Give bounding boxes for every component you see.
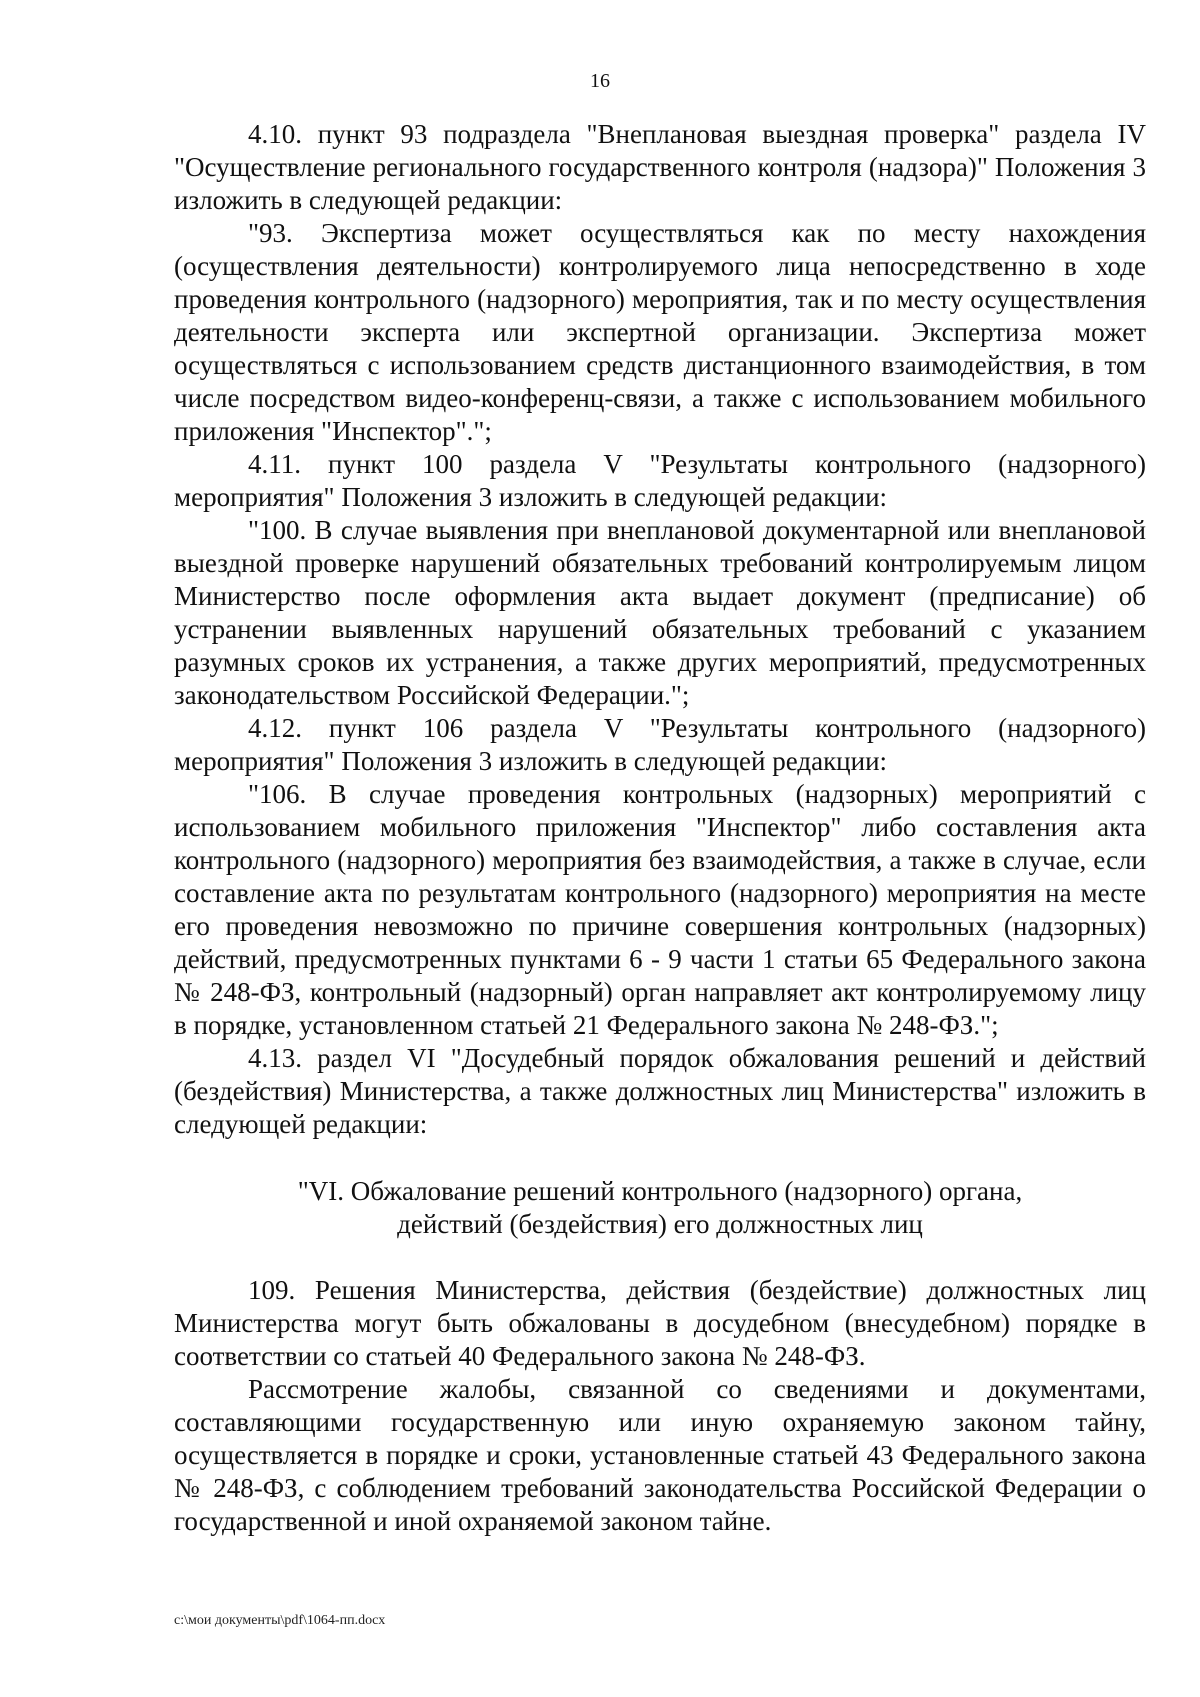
section-heading-line-2: действий (бездействия) его должностных лиц [397,1209,923,1239]
paragraph-4-13: 4.13. раздел VI "Досудебный порядок обжалования решений и действий (бездействия) Министерства, а также должностных лиц Министерства" изложить в следующей редакции: [174,1043,1146,1139]
document-body [174,118,1146,1538]
paragraph-100: "100. В случае выявления при внеплановой документарной или внеплановой выездной проверке нарушений обязательных требований контролируемым лицом Министерство после оформления акта выдает документ (предписание) об устранении выявленных нарушений обязательных требований с указанием разумных сроков их устранения, а также других мероприятий, предусмотренных законодательством Российской Федерации."; [174,515,1146,710]
paragraph-109: 109. Решения Министерства, действия (бездействие) должностных лиц Министерства могут быть обжалованы в досудебном (внесудебном) порядке в соответствии со статьей 40 Федерального закона № 248-ФЗ. [174,1275,1146,1371]
paragraph-4-12: 4.12. пункт 106 раздела V "Результаты контрольного (надзорного) мероприятия" Положения 3 изложить в следующей редакции: [174,713,1146,776]
paragraph-106: "106. В случае проведения контрольных (надзорных) мероприятий с использованием мобильного приложения "Инспектор" либо составления акта контрольного (надзорного) мероприятия без взаимодействия, а также в случае, если составление акта по результатам контрольного (надзорного) мероприятия на месте его проведения невозможно по причине совершения контрольных (надзорных) действий, предусмотренных пунктами 6 - 9 части 1 статьи 65 Федерального закона № 248-ФЗ, контрольный (надзорный) орган направляет акт контролируемому лицу в порядке, установленном статьей 21 Федерального закона № 248-ФЗ."; [174,779,1146,1040]
paragraph-4-10: 4.10. пункт 93 подраздела "Внеплановая выездная проверка" раздела IV "Осуществление регионального государственного контроля (надзора)" Положения 3 изложить в следующей редакции: [174,119,1146,215]
paragraph-4-11: 4.11. пункт 100 раздела V "Результаты контрольного (надзорного) мероприятия" Положения 3 изложить в следующей редакции: [174,449,1146,512]
section-heading-line-1: "VI. Обжалование решений контрольного (надзорного) органа, [297,1176,1023,1206]
paragraph-93: "93. Экспертиза может осуществляться как по месту нахождения (осуществления деятельности) контролируемого лица непосредственно в ходе проведения контрольного (надзорного) мероприятия, так и по месту осуществления деятельности эксперта или экспертной организации. Экспертиза может осуществляться с использованием средств дистанционного взаимодействия, в том числе посредством видео-конференц-связи, а также с использованием мобильного приложения "Инспектор"."; [174,218,1146,446]
footer-file-path: c:\мои документы\pdf\1064-пп.docx [174,1613,386,1628]
paragraph-complaint-review: Рассмотрение жалобы, связанной со сведениями и документами, составляющими государственную или иную охраняемую законом тайну, осуществляется в порядке и сроки, установленные статьей 43 Федерального закона № 248-ФЗ, с соблюдением требований законодательства Российской Федерации о государственной и иной охраняемой законом тайне. [174,1374,1146,1536]
section-heading [174,1175,1146,1241]
page-number: 16 [590,70,610,92]
